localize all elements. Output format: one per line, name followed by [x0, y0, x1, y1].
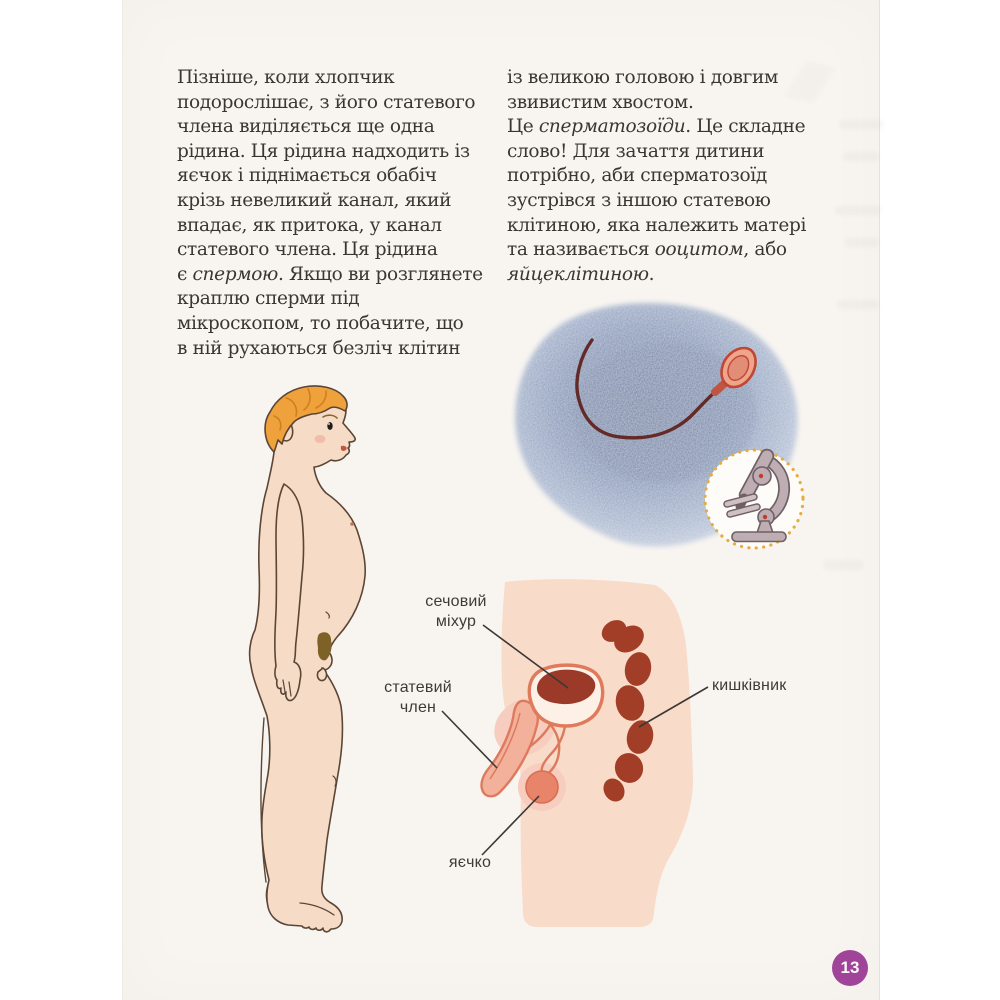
text-segment: . Це складне [685, 116, 806, 138]
text-line [507, 238, 806, 263]
text-line [177, 312, 483, 337]
text-segment: спермою [192, 263, 278, 285]
boy-body [250, 392, 366, 932]
text-line [507, 189, 806, 214]
blush [315, 435, 326, 443]
arm [275, 484, 304, 701]
text-line [177, 189, 483, 214]
text-segment: ооцитом [654, 239, 744, 261]
text-line [177, 66, 483, 91]
label-text: член [399, 699, 437, 716]
text-segment: рідина. Ця рідина надходить із [177, 140, 470, 162]
text-line [507, 140, 806, 165]
text-line [177, 91, 483, 116]
eye-highlight [328, 423, 330, 425]
text-line [177, 287, 483, 312]
text-line [507, 164, 806, 189]
text-line [177, 164, 483, 189]
testicle-shape [526, 771, 558, 803]
text-line [177, 337, 483, 362]
text-line [507, 91, 806, 116]
label-text: статевий [384, 679, 452, 696]
label-intestine [712, 676, 802, 696]
text-segment: яєчок і піднімається обабіч [177, 165, 437, 187]
text-column-right [507, 66, 806, 287]
text-segment: є [177, 263, 193, 285]
text-segment: , або [743, 239, 787, 261]
text-segment: потрібно, аби сперматозоїд [507, 165, 767, 187]
text-segment: подорослішає, з його статевого [177, 91, 476, 113]
text-segment: впадає, як притока, у канал [177, 214, 442, 236]
text-segment: статевого члена. Ця рідина [177, 239, 438, 261]
text-segment: в ній рухаються безліч клітин [177, 337, 461, 359]
text-line [177, 238, 483, 263]
text-line [177, 214, 483, 239]
text-line [507, 66, 806, 91]
text-segment: . Якщо ви розглянете [277, 263, 483, 285]
text-line [177, 263, 483, 288]
text-segment: та називається [507, 239, 655, 261]
text-segment: краплю сперми під [177, 288, 360, 310]
bleed-through-smudge [823, 560, 863, 570]
text-segment: яйцеклітиною [507, 263, 649, 285]
page-number-badge: 13 [832, 950, 868, 986]
label-text: кишківник [712, 677, 787, 694]
text-column-left [177, 66, 483, 361]
text-segment: сперматозоїди [538, 116, 686, 138]
bleed-through-smudge [839, 120, 883, 129]
knob-dot [763, 515, 767, 519]
text-segment: Пізніше, коли хлопчик [177, 67, 395, 88]
text-segment: Це [507, 116, 539, 138]
text-segment: мікроскопом, то побачите, що [177, 312, 464, 334]
nipple [350, 522, 354, 526]
boy-profile-figure [230, 380, 440, 940]
label-text: яєчко [448, 854, 492, 871]
text-segment: . [648, 263, 655, 285]
text-segment: члена виділяється ще одна [177, 116, 435, 138]
text-segment: клітиною, яка належить матері [507, 214, 807, 236]
bleed-through-smudge [835, 206, 881, 215]
label-text: міхур [435, 613, 477, 630]
bleed-through-smudge [837, 300, 879, 309]
text-segment: звивистим хвостом. [507, 91, 694, 113]
label-testicle [440, 853, 500, 873]
text-line [177, 115, 483, 140]
text-line [507, 263, 806, 288]
text-segment: слово! Для зачаття дитини [507, 140, 765, 162]
bleed-through-smudge [845, 238, 879, 247]
text-line [507, 115, 806, 140]
bleed-through-smudge [843, 152, 879, 161]
text-line [177, 140, 483, 165]
knob-dot [759, 474, 763, 478]
text-segment: із великою головою і довгим [507, 67, 778, 88]
label-text: сечовий [425, 593, 487, 610]
text-segment: зустрівся з іншою статевою [507, 189, 771, 211]
microscope-badge [698, 443, 810, 555]
eye [327, 422, 332, 430]
text-segment: крізь невеликий канал, який [177, 189, 452, 211]
text-line [507, 214, 806, 239]
